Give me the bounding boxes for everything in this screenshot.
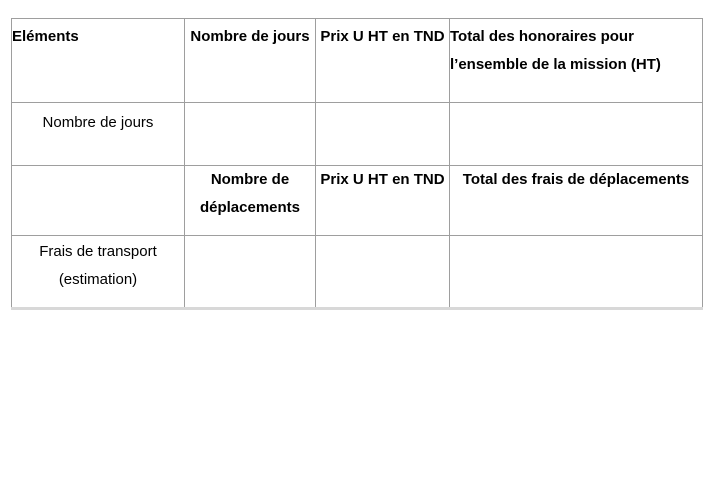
subheader-label-prix-u-ht: Prix U HT en TND [320,171,445,188]
subheader-label-nombre-deplacements-line2: déplacements [199,199,301,216]
row-label-frais-transport-line2: (estimation) [58,271,138,288]
subheader-cell-prix-u-ht [316,166,450,236]
header-label-elements: Eléments [12,28,79,45]
empty-cell [450,236,703,309]
header-cell-total-honoraires [450,19,703,103]
empty-cell [316,236,450,309]
header-label-total-honoraires-line1: Total des honoraires pour [450,28,634,45]
subheader-label-nombre-deplacements-line1: Nombre de [210,171,290,188]
empty-cell [450,103,703,166]
header-cell-prix-u-ht [316,19,450,103]
empty-cell [185,103,316,166]
table-row-nombre-de-jours [12,103,703,166]
empty-cell [185,236,316,309]
header-cell-nombre-de-jours [185,19,316,103]
subheader-cell-total-frais [450,166,703,236]
subheader-cell-nombre-deplacements [185,166,316,236]
table-subheader-row [12,166,703,236]
subheader-label-total-frais: Total des frais de déplacements [462,171,690,188]
empty-cell [316,103,450,166]
row-label-nombre-de-jours: Nombre de jours [42,114,154,131]
header-label-total-honoraires-line2: l’ensemble de la mission (HT) [450,56,661,73]
fees-table [11,18,703,310]
header-label-prix-u-ht: Prix U HT en TND [320,28,445,45]
row-label-cell-frais-transport [12,236,185,309]
table-header-row [12,19,703,103]
row-label-frais-transport-line1: Frais de transport [39,243,157,260]
empty-cell [12,166,185,236]
header-cell-elements [12,19,185,103]
table-row-frais-transport [12,236,703,309]
header-label-nombre-de-jours: Nombre de jours [190,28,310,45]
row-label-cell-nombre-de-jours [12,103,185,166]
